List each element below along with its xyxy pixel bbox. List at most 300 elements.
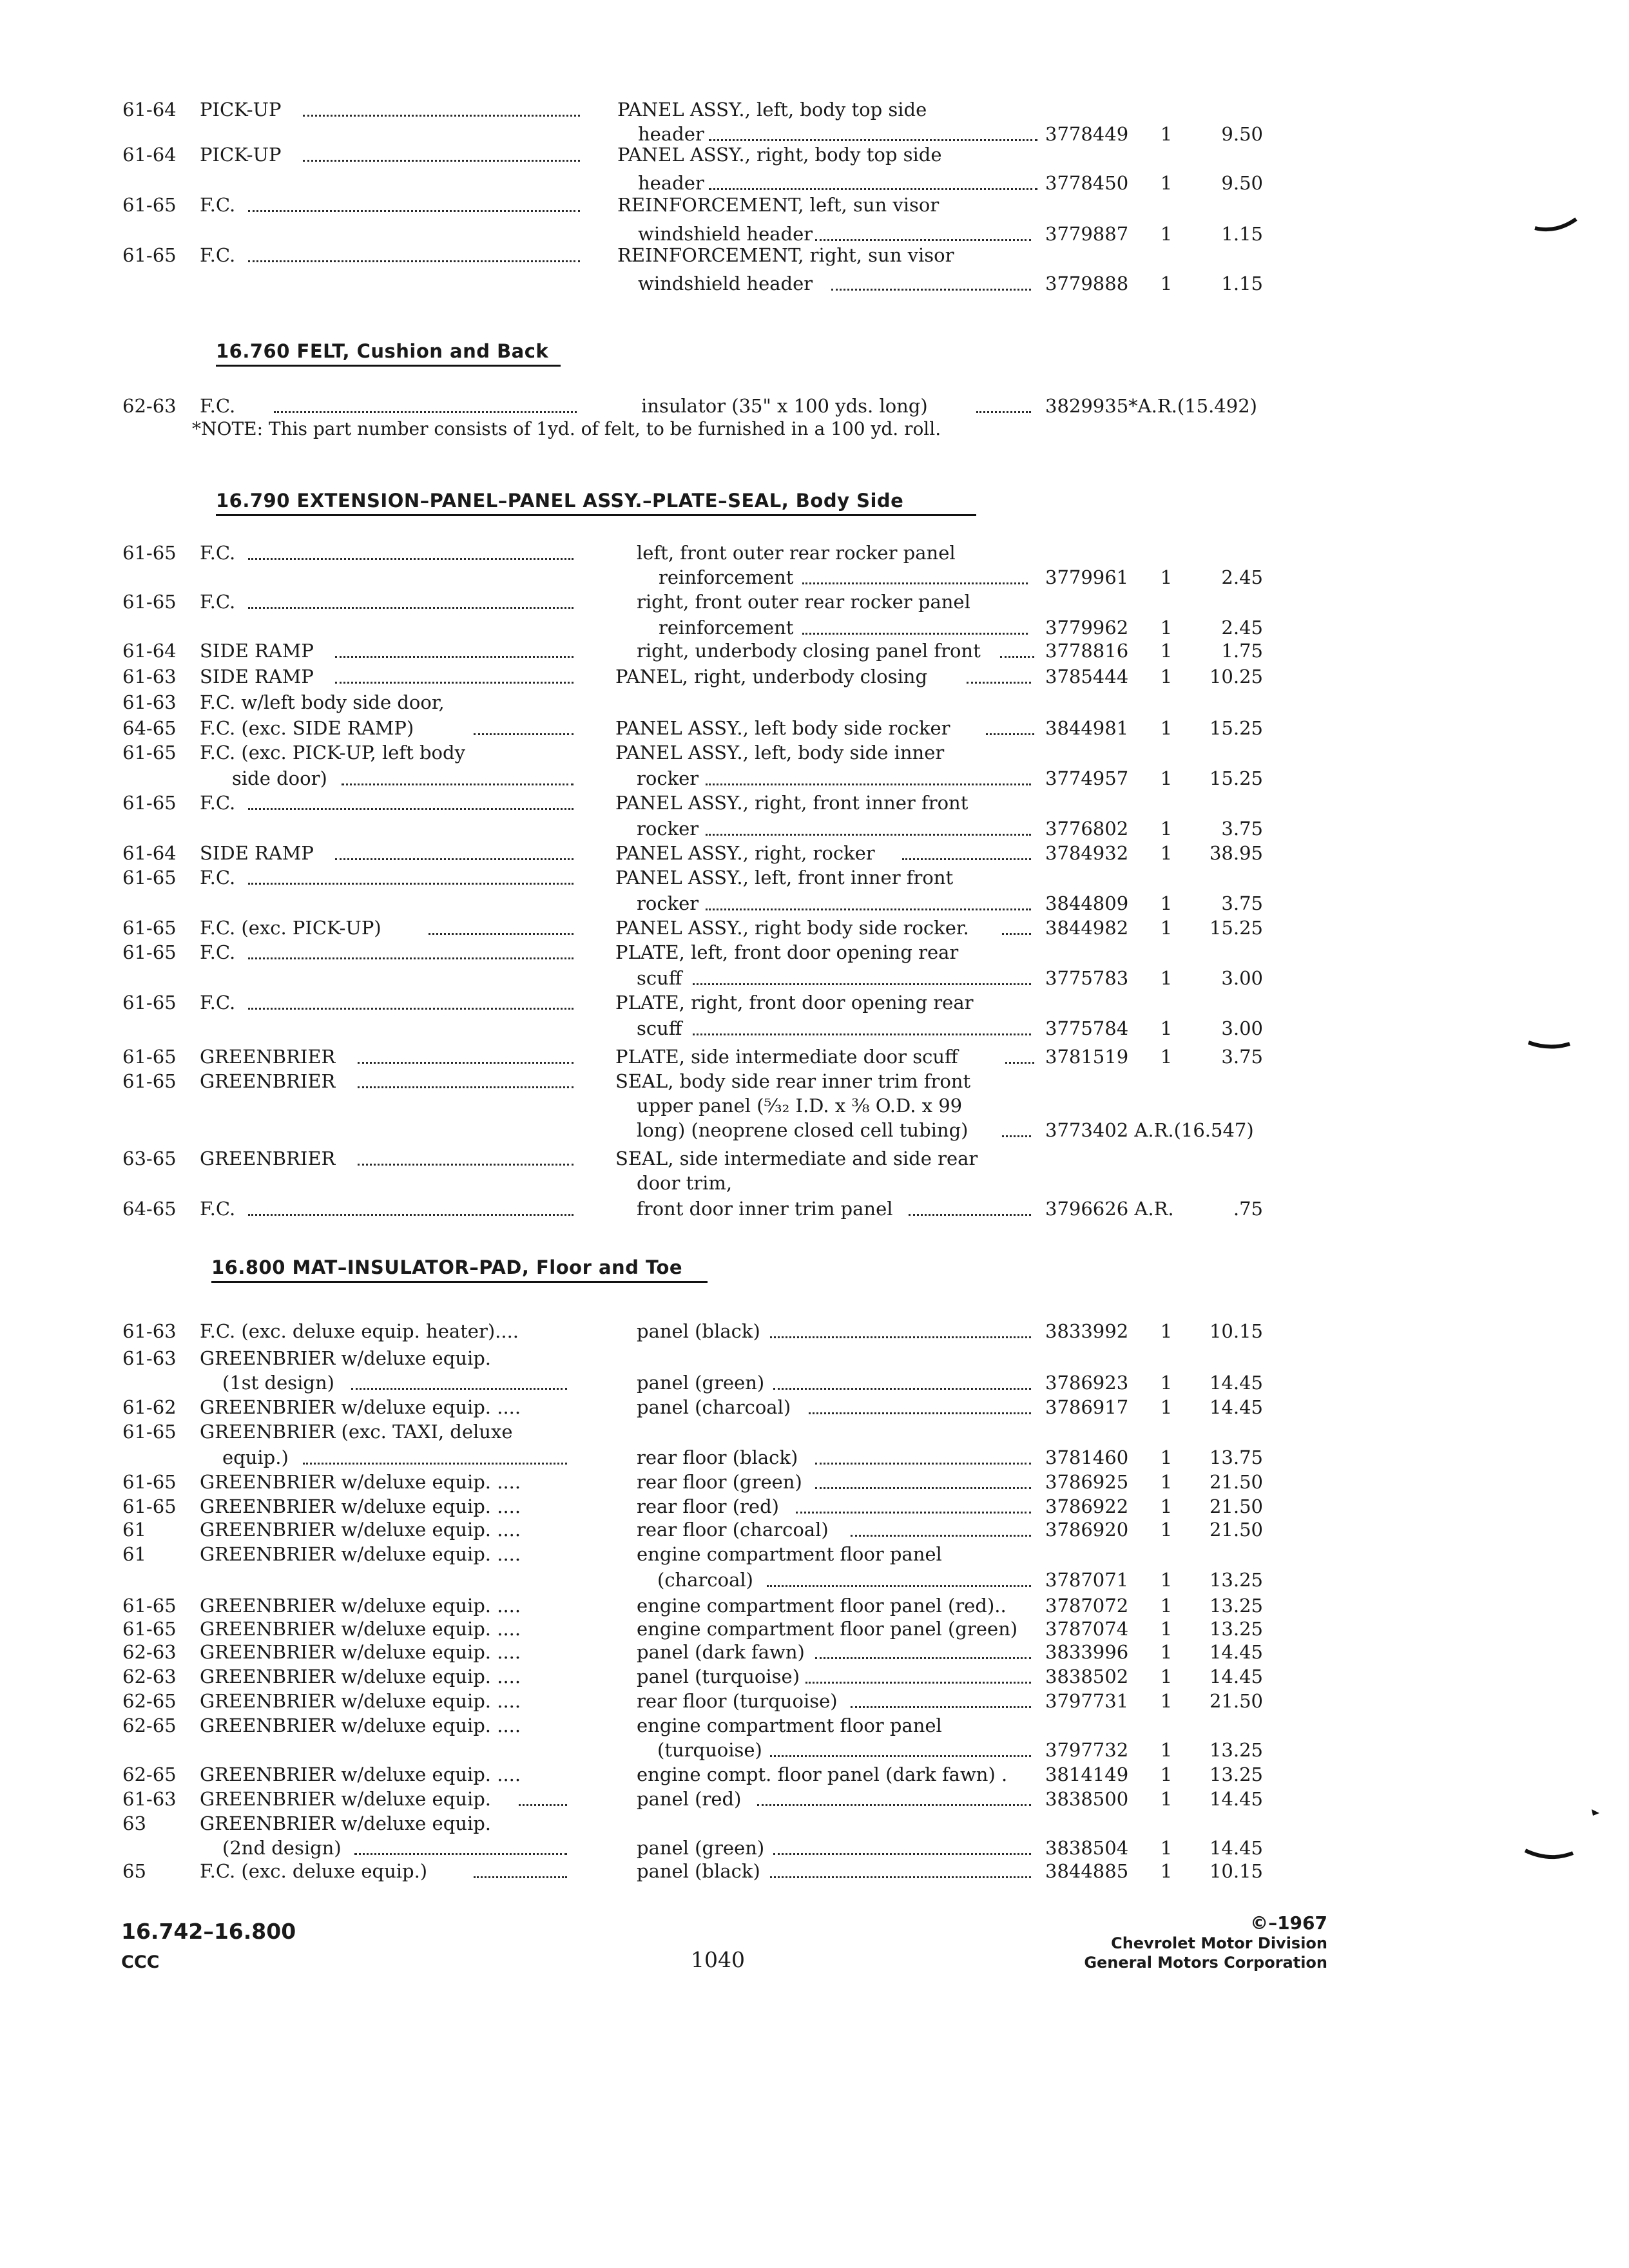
leader-dots bbox=[706, 908, 1031, 910]
model-years: 63-65 bbox=[122, 1148, 177, 1169]
application: GREENBRIER w/deluxe equip. .... bbox=[200, 1396, 521, 1418]
quantity: 1 bbox=[1160, 666, 1173, 687]
section-heading-16-800: 16.800 MAT–INSULATOR–PAD, Floor and Toe bbox=[211, 1256, 708, 1283]
footer-copyright: ©–1967 bbox=[1250, 1912, 1327, 1934]
application: F.C. (exc. deluxe equip.) bbox=[200, 1860, 428, 1882]
application: GREENBRIER w/deluxe equip. bbox=[200, 1347, 492, 1369]
leader-dots bbox=[815, 239, 1031, 241]
part-description: PANEL ASSY., right, front inner front bbox=[615, 792, 969, 814]
leader-dots bbox=[967, 682, 1031, 684]
part-description: right, underbody closing panel front bbox=[637, 640, 981, 662]
application: F.C. w/left body side door, bbox=[200, 691, 445, 713]
quantity: 1 bbox=[1160, 1519, 1173, 1541]
list-price: 3.00 bbox=[1221, 967, 1263, 989]
application: F.C. (exc. SIDE RAMP) bbox=[200, 717, 414, 739]
list-price: 21.50 bbox=[1209, 1690, 1263, 1712]
application: PICK-UP bbox=[200, 99, 282, 120]
application: GREENBRIER w/deluxe equip. .... bbox=[200, 1495, 521, 1517]
part-description: upper panel (⁵⁄₃₂ I.D. x ⅜ O.D. x 99 bbox=[637, 1095, 963, 1117]
application: GREENBRIER w/deluxe equip. bbox=[200, 1788, 492, 1810]
model-years: 62-63 bbox=[122, 1666, 177, 1687]
model-years: 61-65 bbox=[122, 591, 177, 613]
application: equip.) bbox=[222, 1446, 289, 1468]
application: F.C. (exc. deluxe equip. heater).... bbox=[200, 1320, 519, 1342]
part-description: engine compartment floor panel bbox=[637, 1715, 942, 1736]
leader-dots bbox=[693, 983, 1031, 985]
quantity: 1 bbox=[1160, 767, 1173, 789]
felt-note: *NOTE: This part number consists of 1yd. of felt, to be furnished in a 100 yd. roll. bbox=[192, 418, 941, 439]
part-description: engine compartment floor panel (red).. bbox=[637, 1595, 1007, 1617]
model-years: 61-65 bbox=[122, 1618, 177, 1640]
application: GREENBRIER bbox=[200, 1046, 336, 1068]
part-description: header bbox=[638, 172, 704, 194]
leader-dots bbox=[303, 115, 580, 117]
part-description: panel (black) bbox=[637, 1860, 760, 1882]
part-description: rear floor (charcoal) bbox=[637, 1519, 829, 1541]
part-number: 3844981 bbox=[1045, 717, 1129, 739]
leader-dots bbox=[248, 1214, 574, 1216]
part-number: 3775784 bbox=[1045, 1017, 1129, 1039]
model-years: 61-64 bbox=[122, 144, 177, 166]
model-years: 61-63 bbox=[122, 1347, 177, 1369]
quantity: 1 bbox=[1160, 1666, 1173, 1687]
leader-dots bbox=[709, 139, 1037, 141]
leader-dots bbox=[773, 1853, 1031, 1855]
model-years: 61-63 bbox=[122, 691, 177, 713]
quantity: 1 bbox=[1160, 1860, 1173, 1882]
model-years: 61-65 bbox=[122, 941, 177, 963]
quantity: 1 bbox=[1160, 640, 1173, 662]
model-years: 61-65 bbox=[122, 1595, 177, 1617]
model-years: 61-64 bbox=[122, 842, 177, 864]
quantity: 1 bbox=[1160, 223, 1173, 245]
part-number: 3838504 bbox=[1045, 1837, 1129, 1859]
part-description: front door inner trim panel bbox=[637, 1198, 893, 1220]
model-years: 61-65 bbox=[122, 1471, 177, 1493]
model-years: 61-63 bbox=[122, 1320, 177, 1342]
leader-dots bbox=[693, 1033, 1031, 1035]
list-price: 14.45 bbox=[1209, 1396, 1263, 1418]
quantity: 1 bbox=[1160, 566, 1173, 588]
part-description: windshield header bbox=[638, 223, 813, 245]
quantity: 1 bbox=[1160, 917, 1173, 939]
quantity: 1 bbox=[1160, 617, 1173, 639]
part-description: left, front outer rear rocker panel bbox=[637, 542, 956, 564]
application: F.C. bbox=[200, 867, 236, 889]
leader-dots bbox=[474, 733, 574, 735]
model-years: 61-65 bbox=[122, 1421, 177, 1443]
leader-dots bbox=[303, 1463, 567, 1465]
quantity: 1 bbox=[1160, 1372, 1173, 1394]
part-number: 3779888 bbox=[1045, 273, 1129, 294]
part-number: 3833992 bbox=[1045, 1320, 1129, 1342]
leader-dots bbox=[770, 1876, 1031, 1878]
quantity: 1 bbox=[1160, 1763, 1173, 1785]
leader-dots bbox=[815, 1657, 1031, 1659]
leader-dots bbox=[851, 1535, 1031, 1537]
part-number: 3781460 bbox=[1045, 1446, 1129, 1468]
leader-dots bbox=[351, 1388, 567, 1390]
part-description: panel (turquoise) bbox=[637, 1666, 800, 1687]
model-years: 61-65 bbox=[122, 1046, 177, 1068]
part-description: PANEL ASSY., left, front inner front bbox=[615, 867, 954, 889]
section-heading-16-790: 16.790 EXTENSION–PANEL–PANEL ASSY.–PLATE–SEAL, Body Side bbox=[216, 490, 976, 516]
part-description: rear floor (turquoise) bbox=[637, 1690, 838, 1712]
model-years: 64-65 bbox=[122, 1198, 177, 1220]
model-years: 61-65 bbox=[122, 244, 177, 266]
part-description: rear floor (red) bbox=[637, 1495, 779, 1517]
leader-dots bbox=[248, 558, 574, 560]
part-description: PANEL ASSY., left, body top side bbox=[617, 99, 927, 120]
part-number: 3785444 bbox=[1045, 666, 1129, 687]
application: GREENBRIER w/deluxe equip. .... bbox=[200, 1618, 521, 1640]
leader-dots bbox=[976, 411, 1031, 413]
leader-dots bbox=[248, 808, 574, 810]
list-price: 14.45 bbox=[1209, 1666, 1263, 1687]
part-number: 3786917 bbox=[1045, 1396, 1129, 1418]
list-price: 3.75 bbox=[1221, 818, 1263, 840]
model-years: 61-65 bbox=[122, 867, 177, 889]
part-number: 3787074 bbox=[1045, 1618, 1129, 1640]
leader-dots bbox=[248, 1008, 574, 1010]
leader-dots bbox=[335, 682, 574, 684]
leader-dots bbox=[831, 289, 1031, 291]
part-description: windshield header bbox=[638, 273, 813, 294]
part-description: PLATE, right, front door opening rear bbox=[615, 992, 974, 1014]
application: GREENBRIER w/deluxe equip. .... bbox=[200, 1690, 521, 1712]
model-years: 61-64 bbox=[122, 640, 177, 662]
application: GREENBRIER bbox=[200, 1070, 336, 1092]
application: SIDE RAMP bbox=[200, 842, 314, 864]
leader-dots bbox=[706, 834, 1031, 836]
application: GREENBRIER w/deluxe equip. .... bbox=[200, 1641, 521, 1663]
part-number: 3838502 bbox=[1045, 1666, 1129, 1687]
part-number: 3838500 bbox=[1045, 1788, 1129, 1810]
leader-dots bbox=[986, 733, 1034, 735]
leader-dots bbox=[809, 1412, 1031, 1414]
list-price: 3.75 bbox=[1221, 1046, 1263, 1068]
application: F.C. bbox=[200, 244, 236, 266]
leader-dots bbox=[474, 1876, 567, 1878]
leader-dots bbox=[1002, 933, 1031, 935]
part-number: 3844809 bbox=[1045, 892, 1129, 914]
leader-dots bbox=[358, 1164, 574, 1166]
application: GREENBRIER w/deluxe equip. .... bbox=[200, 1666, 521, 1687]
quantity: 1 bbox=[1160, 1471, 1173, 1493]
part-description: rear floor (black) bbox=[637, 1446, 798, 1468]
list-price: 21.50 bbox=[1209, 1495, 1263, 1517]
quantity: 1 bbox=[1160, 717, 1173, 739]
list-price: 10.25 bbox=[1209, 666, 1263, 687]
part-number: 3775783 bbox=[1045, 967, 1129, 989]
leader-dots bbox=[815, 1463, 1031, 1465]
margin-mark bbox=[1527, 1036, 1572, 1055]
part-description: engine compartment floor panel (green) bbox=[637, 1618, 1018, 1640]
part-description: scuff bbox=[637, 1017, 682, 1039]
leader-dots bbox=[815, 1487, 1031, 1489]
application: GREENBRIER w/deluxe equip. .... bbox=[200, 1471, 521, 1493]
application: GREENBRIER bbox=[200, 1148, 336, 1169]
margin-mark bbox=[1524, 1847, 1576, 1866]
part-number: 3829935*A.R.(15.492) bbox=[1045, 395, 1257, 417]
list-price: 15.25 bbox=[1209, 717, 1263, 739]
list-price: 13.25 bbox=[1209, 1763, 1263, 1785]
model-years: 62-65 bbox=[122, 1715, 177, 1736]
list-price: 14.45 bbox=[1209, 1788, 1263, 1810]
application: side door) bbox=[232, 767, 327, 789]
list-price: 13.25 bbox=[1209, 1569, 1263, 1591]
application: SIDE RAMP bbox=[200, 666, 314, 687]
part-description: PANEL ASSY., left, body side inner bbox=[615, 742, 945, 764]
list-price: 10.15 bbox=[1209, 1320, 1263, 1342]
leader-dots bbox=[802, 633, 1028, 635]
leader-dots bbox=[342, 783, 574, 785]
list-price: 3.75 bbox=[1221, 892, 1263, 914]
list-price: 3.00 bbox=[1221, 1017, 1263, 1039]
application: F.C. bbox=[200, 591, 236, 613]
part-number: 3778450 bbox=[1045, 172, 1129, 194]
part-description: scuff bbox=[637, 967, 682, 989]
quantity: 1 bbox=[1160, 1446, 1173, 1468]
quantity: 1 bbox=[1160, 1739, 1173, 1761]
leader-dots bbox=[709, 188, 1037, 190]
part-description: PANEL ASSY., right, rocker bbox=[615, 842, 875, 864]
list-price: 13.25 bbox=[1209, 1618, 1263, 1640]
leader-dots bbox=[358, 1062, 574, 1064]
list-price: 9.50 bbox=[1221, 172, 1263, 194]
part-number: 3787072 bbox=[1045, 1595, 1129, 1617]
quantity: 1 bbox=[1160, 1396, 1173, 1418]
quantity: 1 bbox=[1160, 1618, 1173, 1640]
leader-dots bbox=[248, 957, 574, 959]
part-number: 3844885 bbox=[1045, 1860, 1129, 1882]
list-price: 13.75 bbox=[1209, 1446, 1263, 1468]
footer-division: Chevrolet Motor Division bbox=[1111, 1934, 1327, 1952]
model-years: 62-65 bbox=[122, 1763, 177, 1785]
part-number: 3773402 A.R.(16.547) bbox=[1045, 1119, 1254, 1141]
model-years: 61-65 bbox=[122, 1495, 177, 1517]
model-years: 61-65 bbox=[122, 792, 177, 814]
list-price: 13.25 bbox=[1209, 1739, 1263, 1761]
part-number: 3786925 bbox=[1045, 1471, 1129, 1493]
model-years: 61-65 bbox=[122, 1070, 177, 1092]
model-years: 65 bbox=[122, 1860, 146, 1882]
leader-dots bbox=[335, 656, 574, 658]
list-price: 21.50 bbox=[1209, 1471, 1263, 1493]
model-years: 61-63 bbox=[122, 1788, 177, 1810]
model-years: 63 bbox=[122, 1812, 146, 1834]
part-description: panel (green) bbox=[637, 1372, 765, 1394]
part-description: panel (green) bbox=[637, 1837, 765, 1859]
application: F.C. bbox=[200, 941, 236, 963]
application: GREENBRIER w/deluxe equip. bbox=[200, 1812, 492, 1834]
part-number: 3786922 bbox=[1045, 1495, 1129, 1517]
leader-dots bbox=[757, 1804, 1031, 1806]
application: (2nd design) bbox=[222, 1837, 342, 1859]
part-description: engine compt. floor panel (dark fawn) . bbox=[637, 1763, 1008, 1785]
model-years: 61-65 bbox=[122, 194, 177, 216]
model-years: 62-65 bbox=[122, 1690, 177, 1712]
list-price: 1.15 bbox=[1221, 223, 1263, 245]
leader-dots bbox=[248, 260, 580, 262]
model-years: 62-63 bbox=[122, 395, 177, 417]
part-number: 3778816 bbox=[1045, 640, 1129, 662]
part-description: PLATE, left, front door opening rear bbox=[615, 941, 959, 963]
part-number: 3796626 A.R. bbox=[1045, 1198, 1174, 1220]
leader-dots bbox=[909, 1214, 1031, 1216]
part-number: 3779962 bbox=[1045, 617, 1129, 639]
list-price: 2.45 bbox=[1221, 566, 1263, 588]
application: F.C. bbox=[200, 992, 236, 1014]
quantity: 1 bbox=[1160, 1046, 1173, 1068]
part-description: SEAL, side intermediate and side rear bbox=[615, 1148, 978, 1169]
model-years: 61-64 bbox=[122, 99, 177, 120]
part-description: PANEL, right, underbody closing bbox=[615, 666, 928, 687]
page-number: 1040 bbox=[691, 1947, 745, 1972]
part-description: long) (neoprene closed cell tubing) bbox=[637, 1119, 969, 1141]
model-years: 61 bbox=[122, 1519, 146, 1541]
part-description: (charcoal) bbox=[657, 1569, 753, 1591]
quantity: 1 bbox=[1160, 273, 1173, 294]
leader-dots bbox=[248, 883, 574, 885]
part-number: 3787071 bbox=[1045, 1569, 1129, 1591]
part-number: 3797731 bbox=[1045, 1690, 1129, 1712]
part-description: SEAL, body side rear inner trim front bbox=[615, 1070, 971, 1092]
part-description: PANEL ASSY., left body side rocker bbox=[615, 717, 950, 739]
leader-dots bbox=[796, 1512, 1031, 1514]
list-price: 14.45 bbox=[1209, 1837, 1263, 1859]
part-number: 3786920 bbox=[1045, 1519, 1129, 1541]
leader-dots bbox=[1000, 656, 1034, 658]
part-number: 3814149 bbox=[1045, 1763, 1129, 1785]
leader-dots bbox=[802, 582, 1028, 584]
quantity: 1 bbox=[1160, 1641, 1173, 1663]
quantity: 1 bbox=[1160, 892, 1173, 914]
application: F.C. (exc. PICK-UP) bbox=[200, 917, 381, 939]
model-years: 62-63 bbox=[122, 1641, 177, 1663]
quantity: 1 bbox=[1160, 123, 1173, 145]
part-number: 3779961 bbox=[1045, 566, 1129, 588]
part-number: 3776802 bbox=[1045, 818, 1129, 840]
part-description: PANEL ASSY., right body side rocker. bbox=[615, 917, 969, 939]
section-heading-16-760: 16.760 FELT, Cushion and Back bbox=[216, 340, 561, 367]
application: GREENBRIER w/deluxe equip. .... bbox=[200, 1763, 521, 1785]
quantity: 1 bbox=[1160, 818, 1173, 840]
part-number: 3779887 bbox=[1045, 223, 1129, 245]
application: F.C. bbox=[200, 194, 236, 216]
part-number: 3774957 bbox=[1045, 767, 1129, 789]
leader-dots bbox=[274, 411, 577, 413]
quantity: 1 bbox=[1160, 1495, 1173, 1517]
part-number: 3781519 bbox=[1045, 1046, 1129, 1068]
model-years: 61-65 bbox=[122, 742, 177, 764]
part-description: panel (black) bbox=[637, 1320, 760, 1342]
list-price: 2.45 bbox=[1221, 617, 1263, 639]
list-price: 15.25 bbox=[1209, 917, 1263, 939]
list-price: 15.25 bbox=[1209, 767, 1263, 789]
application: GREENBRIER w/deluxe equip. .... bbox=[200, 1595, 521, 1617]
leader-dots bbox=[354, 1853, 567, 1855]
leader-dots bbox=[773, 1388, 1031, 1390]
leader-dots bbox=[805, 1682, 1031, 1684]
list-price: 1.15 bbox=[1221, 273, 1263, 294]
footer-corporation: General Motors Corporation bbox=[1084, 1954, 1327, 1972]
model-years: 64-65 bbox=[122, 717, 177, 739]
quantity: 1 bbox=[1160, 1837, 1173, 1859]
margin-mark bbox=[1534, 216, 1579, 236]
quantity: 1 bbox=[1160, 1320, 1173, 1342]
part-description: panel (charcoal) bbox=[637, 1396, 791, 1418]
part-description: right, front outer rear rocker panel bbox=[637, 591, 970, 613]
application: PICK-UP bbox=[200, 144, 282, 166]
leader-dots bbox=[770, 1336, 1031, 1338]
quantity: 1 bbox=[1160, 172, 1173, 194]
application: F.C. bbox=[200, 542, 236, 564]
leader-dots bbox=[851, 1706, 1031, 1708]
list-price: 14.45 bbox=[1209, 1641, 1263, 1663]
application: GREENBRIER w/deluxe equip. .... bbox=[200, 1715, 521, 1736]
part-description: reinforcement bbox=[659, 617, 794, 639]
part-description: reinforcement bbox=[659, 566, 794, 588]
list-price: 14.45 bbox=[1209, 1372, 1263, 1394]
part-description: REINFORCEMENT, left, sun visor bbox=[617, 194, 940, 216]
application: F.C. bbox=[200, 395, 236, 417]
leader-dots bbox=[770, 1755, 1031, 1757]
model-years: 61-65 bbox=[122, 542, 177, 564]
leader-dots bbox=[902, 858, 1031, 860]
quantity: 1 bbox=[1160, 1788, 1173, 1810]
quantity: 1 bbox=[1160, 1690, 1173, 1712]
footer-code: CCC bbox=[121, 1952, 160, 1972]
application: SIDE RAMP bbox=[200, 640, 314, 662]
quantity: 1 bbox=[1160, 1569, 1173, 1591]
list-price: 1.75 bbox=[1221, 640, 1263, 662]
part-number: 3784932 bbox=[1045, 842, 1129, 864]
application: GREENBRIER w/deluxe equip. .... bbox=[200, 1543, 521, 1565]
application: F.C. bbox=[200, 1198, 236, 1220]
list-price: 13.25 bbox=[1209, 1595, 1263, 1617]
leader-dots bbox=[248, 210, 580, 212]
quantity: 1 bbox=[1160, 842, 1173, 864]
leader-dots bbox=[706, 783, 1031, 785]
part-number: 3844982 bbox=[1045, 917, 1129, 939]
part-description: REINFORCEMENT, right, sun visor bbox=[617, 244, 954, 266]
part-number: 3797732 bbox=[1045, 1739, 1129, 1761]
part-description: panel (red) bbox=[637, 1788, 742, 1810]
model-years: 61-65 bbox=[122, 992, 177, 1014]
margin-mark bbox=[1592, 1809, 1601, 1818]
part-description: door trim, bbox=[637, 1172, 733, 1194]
part-description: panel (dark fawn) bbox=[637, 1641, 805, 1663]
list-price: 9.50 bbox=[1221, 123, 1263, 145]
list-price: 21.50 bbox=[1209, 1519, 1263, 1541]
part-description: PANEL ASSY., right, body top side bbox=[617, 144, 942, 166]
part-number: 3833996 bbox=[1045, 1641, 1129, 1663]
list-price: 38.95 bbox=[1209, 842, 1263, 864]
leader-dots bbox=[248, 607, 574, 609]
application: GREENBRIER (exc. TAXI, deluxe bbox=[200, 1421, 513, 1443]
part-description: header bbox=[638, 123, 704, 145]
model-years: 61-62 bbox=[122, 1396, 177, 1418]
part-description: insulator (35" x 100 yds. long) bbox=[641, 395, 928, 417]
leader-dots bbox=[1005, 1062, 1034, 1064]
part-description: (turquoise) bbox=[657, 1739, 762, 1761]
leader-dots bbox=[519, 1804, 567, 1806]
part-number: 3778449 bbox=[1045, 123, 1129, 145]
model-years: 61-63 bbox=[122, 666, 177, 687]
part-description: rear floor (green) bbox=[637, 1471, 802, 1493]
leader-dots bbox=[1002, 1135, 1031, 1137]
